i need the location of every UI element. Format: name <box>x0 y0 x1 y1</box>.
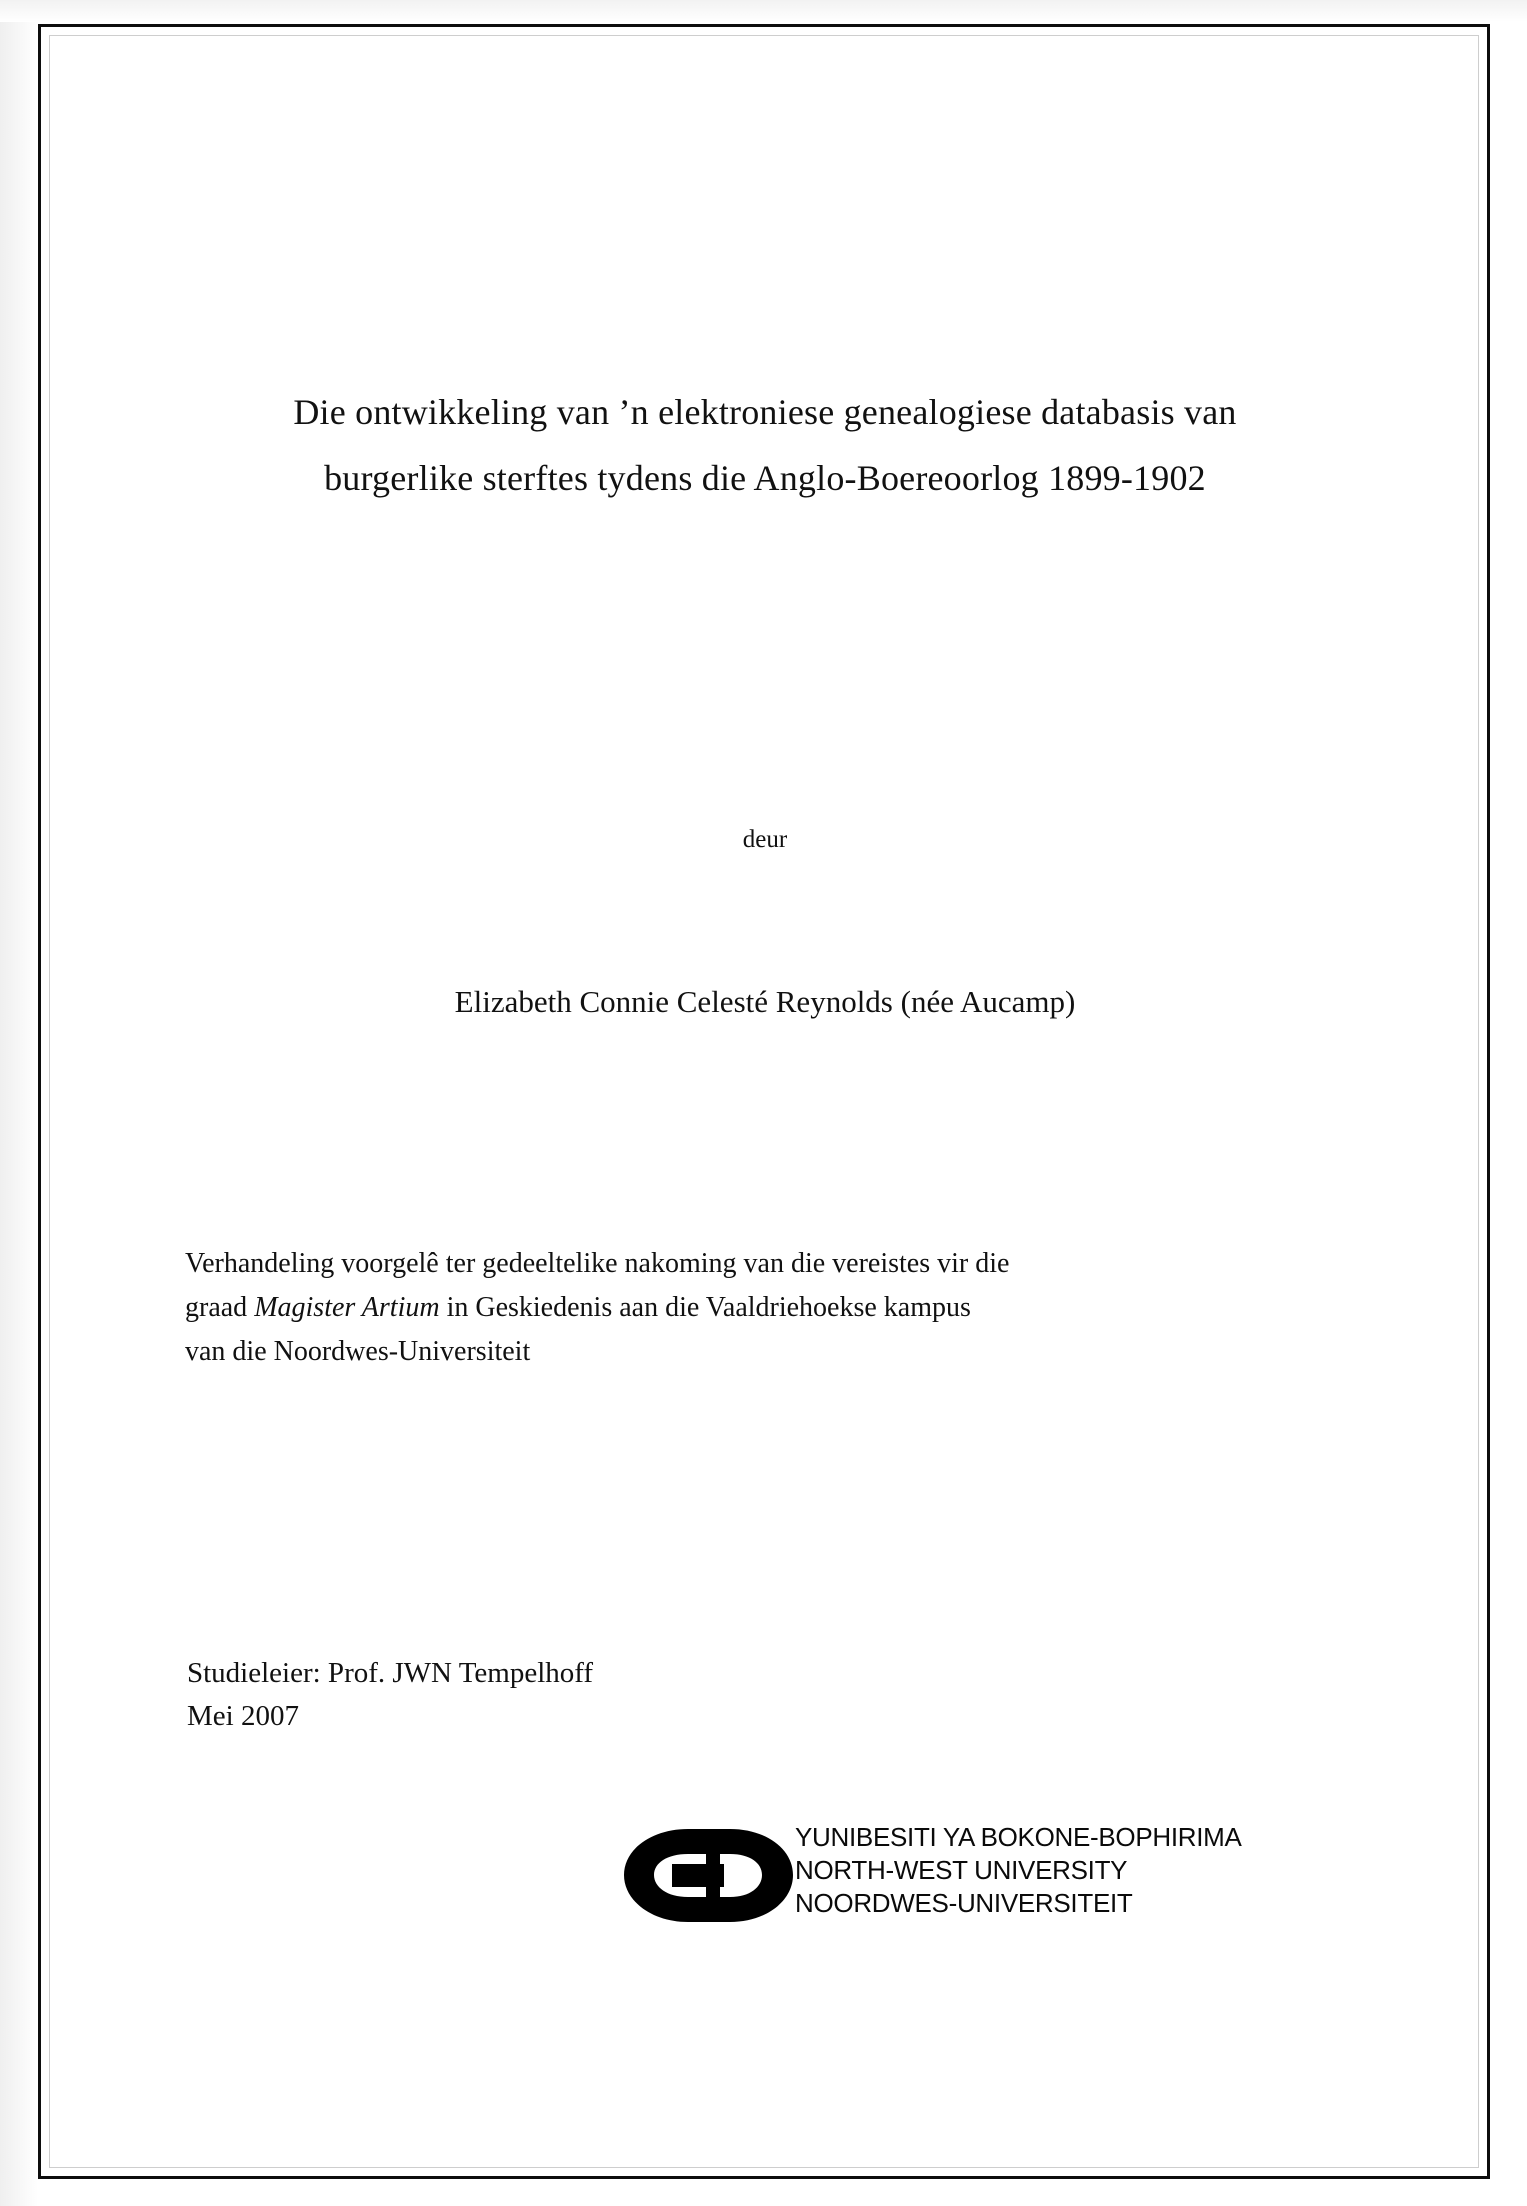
degree-statement-prefix: graad <box>185 1292 255 1323</box>
degree-statement-line-1: Verhandeling voorgelê ter gedeeltelike nakoming van die vereistes vir die <box>185 1248 1010 1279</box>
scan-edge-left <box>0 0 38 2206</box>
degree-statement-line-2 <box>185 1286 1343 1330</box>
thesis-title-line-1: Die ontwikkeling van ’n elektroniese genealogiese databasis van <box>293 392 1237 432</box>
degree-statement-line-3: van die Noordwes-Universiteit <box>185 1336 531 1367</box>
scan-edge-top <box>0 0 1527 22</box>
logo-text-line-1: YUNIBESITI YA BOKONE-BOPHIRIMA <box>795 1822 1242 1852</box>
date-line: Mei 2007 <box>187 1700 299 1732</box>
degree-statement <box>185 1242 1343 1374</box>
nwu-logo-icon <box>610 1823 800 1928</box>
thesis-title <box>185 379 1345 511</box>
university-logo <box>610 1819 1242 1939</box>
title-page-content <box>185 24 1345 2179</box>
by-word: deur <box>742 826 788 853</box>
logo-text-line-3: NOORDWES-UNIVERSITEIT <box>795 1888 1133 1918</box>
degree-statement-suffix: in Geskiedenis aan die Vaaldriehoekse kampus <box>439 1292 971 1323</box>
degree-name-italic: Magister Artium <box>254 1292 440 1323</box>
author-name: Elizabeth Connie Celesté Reynolds (née Aucamp) <box>454 984 1076 1019</box>
logo-text-block <box>795 1821 1242 1920</box>
logo-text-line-2: NORTH-WEST UNIVERSITY <box>795 1855 1128 1885</box>
supervisor-line: Studieleier: Prof. JWN Tempelhoff <box>187 1657 594 1689</box>
thesis-title-line-2: burgerlike sterftes tydens die Anglo-Boereoorlog 1899-1902 <box>324 458 1206 498</box>
supervisor-and-date <box>187 1652 593 1738</box>
